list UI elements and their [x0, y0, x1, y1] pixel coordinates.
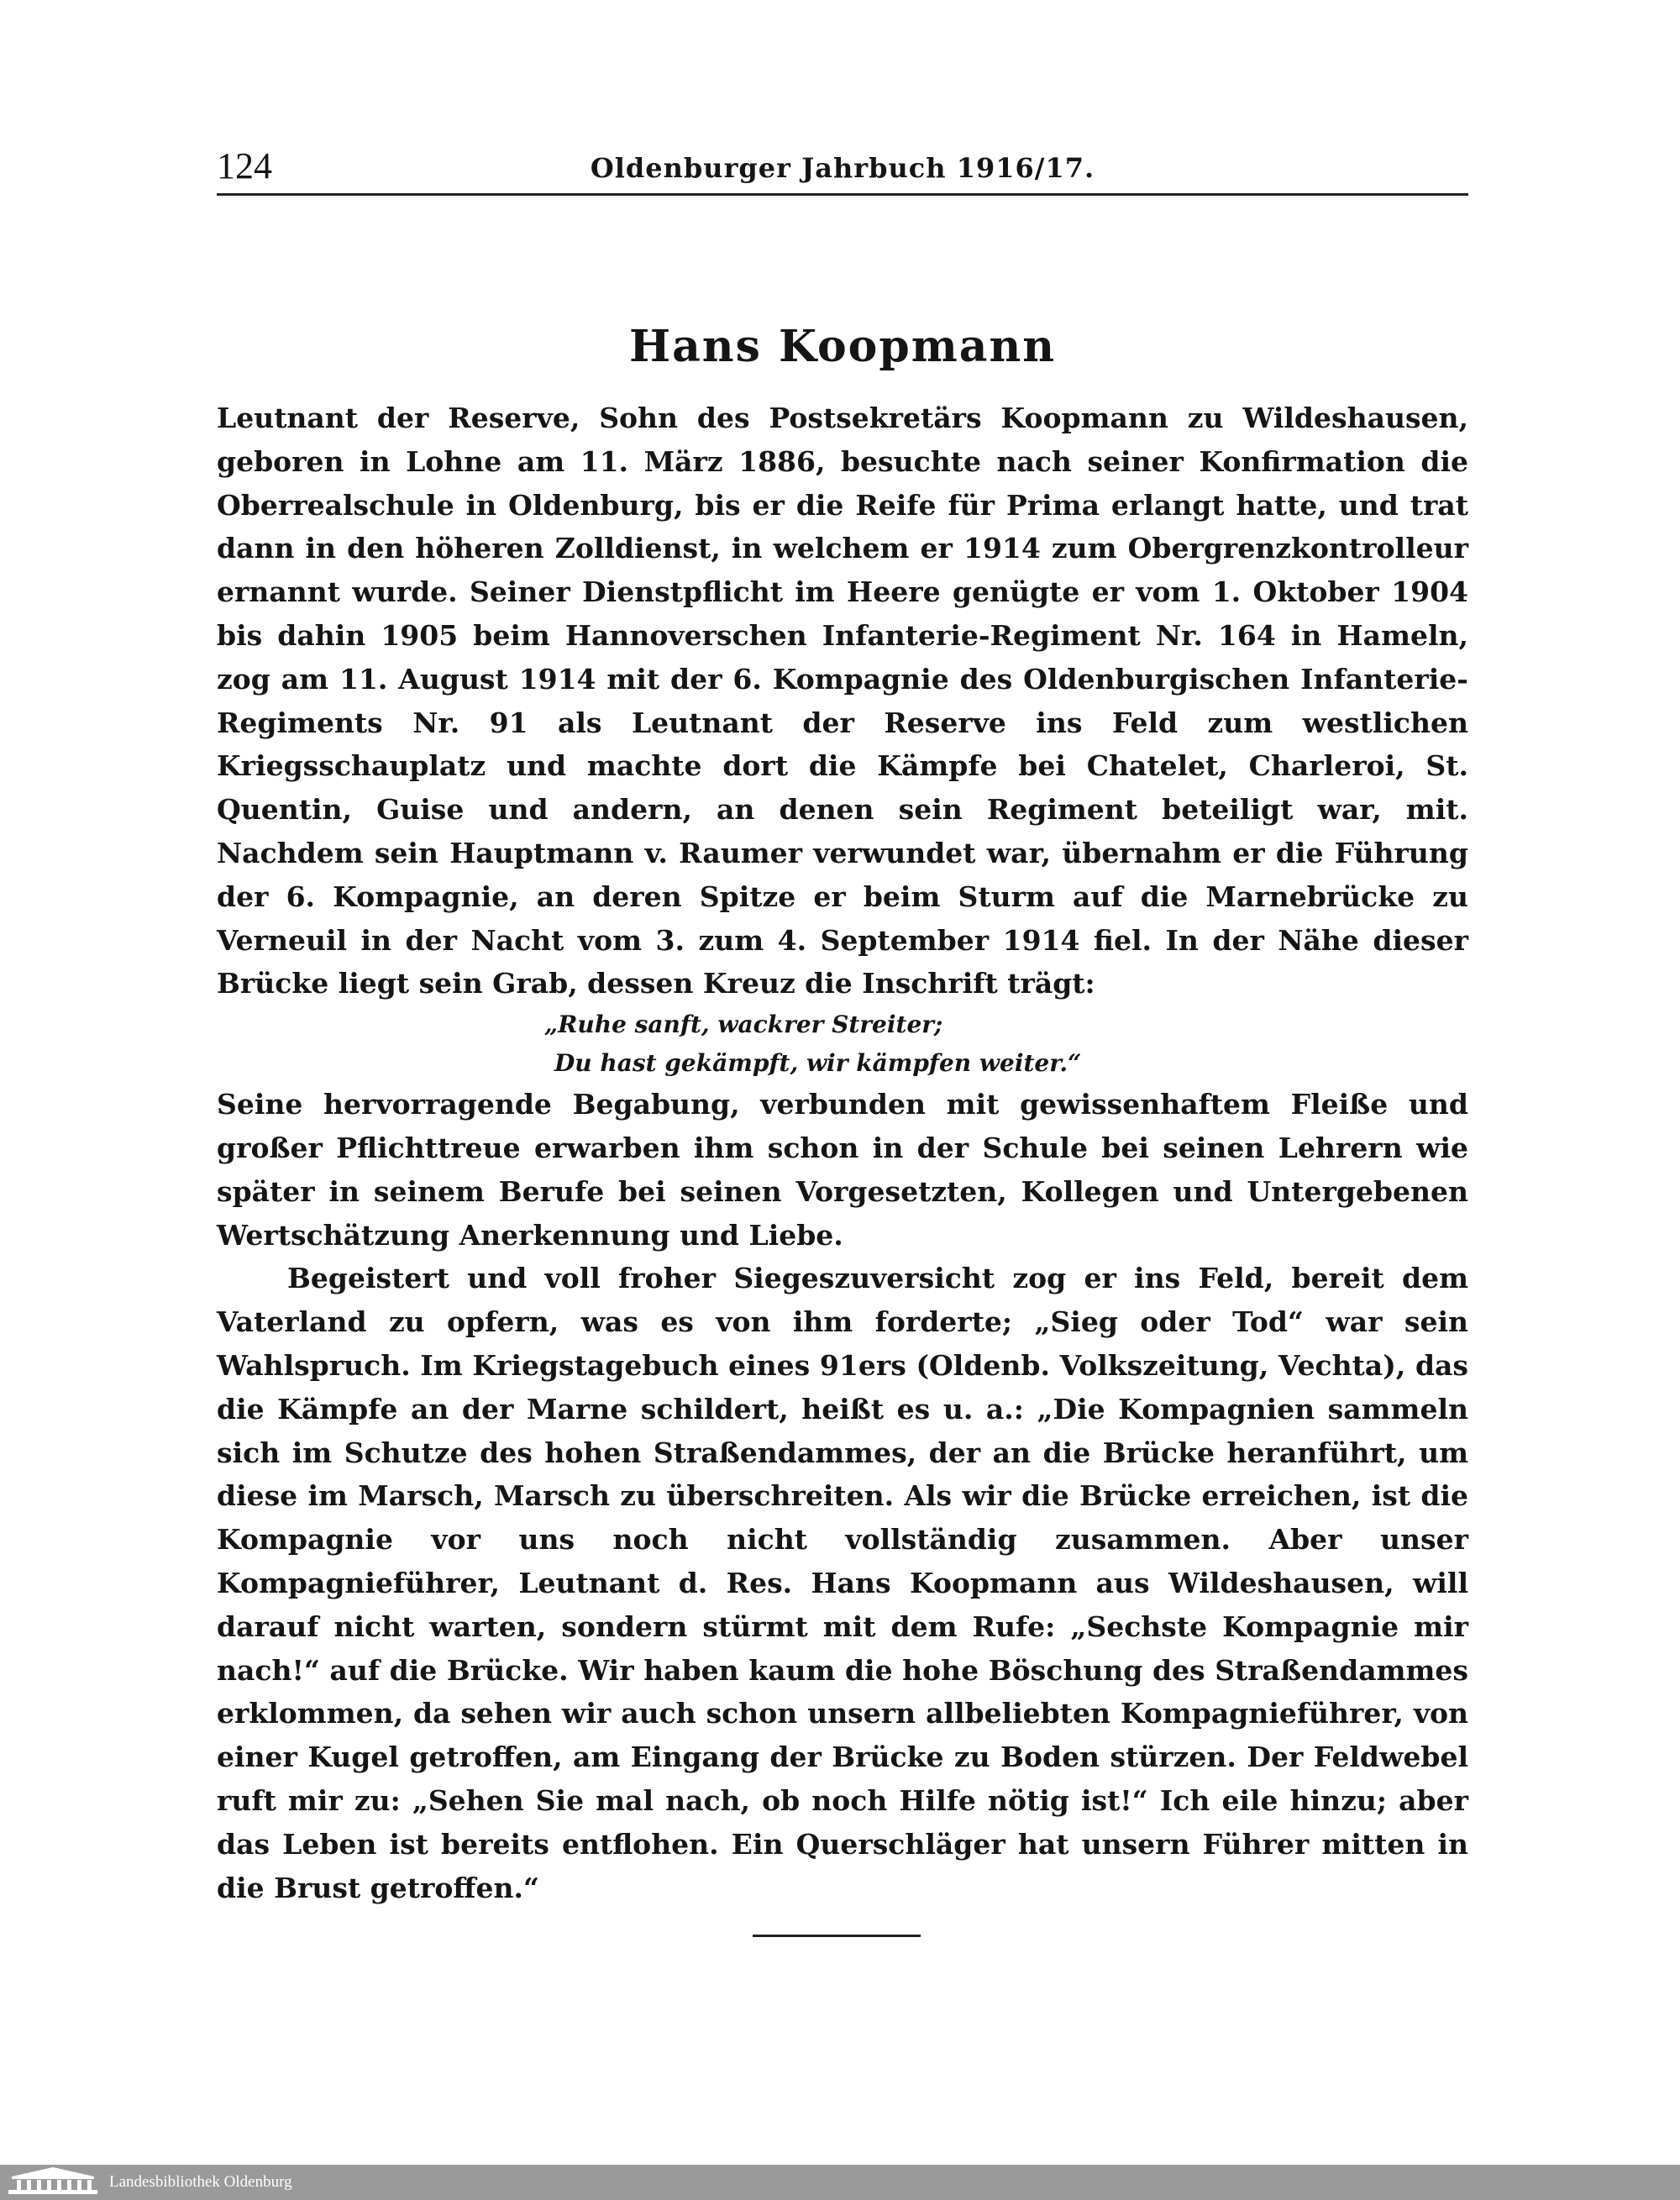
header-rule — [217, 193, 1468, 196]
article-title: Hans Koopmann — [628, 321, 1057, 372]
paragraph-1: Leutnant der Reserve, Sohn des Postsekretärs Koopmann zu Wildeshausen, geboren in Lohne am 11. März 1886, besuchte nach seiner Konfirmation die Oberrealschule in Oldenburg, bis er die Reife für Prima erlangt hatte, und trat dann in den höheren Zolldienst, in welchem er 1914 zum Obergrenzkontrolleur ernannt wurde. Seiner Dienstpflicht im Heere genügte er vom 1. Oktober 1904 bis dahin 1905 beim Hannoverschen Infanterie-Regiment Nr. 164 in Hameln, zog am 11. August 1914 mit der 6. Kompagnie des Oldenburgischen Infanterie-Regiments Nr. 91 als Leutnant der Reserve ins Feld zum westlichen Kriegsschauplatz und machte dort die Kämpfe bei Chatelet, Charleroi, St. Quentin, Guise und andern, an denen sein Regiment beteiligt war, mit. Nachdem sein Hauptmann v. Raumer verwundet war, übernahm er die Führung der 6. Kompagnie, an deren Spitze er beim Sturm auf die Marnebrücke zu Verneuil in der Nacht vom 3. zum 4. September 1914 fiel. In der Nähe dieser Brücke liegt sein Grab, dessen Kreuz die Inschrift trägt: — [217, 402, 1468, 1000]
closing-rule — [753, 1935, 921, 1937]
library-building-icon — [7, 2165, 99, 2197]
paragraph-3: Begeistert und voll froher Siegeszuversicht zog er ins Feld, bereit dem Vaterland zu opfern, was es von ihm forderte; „Sieg oder Tod“ war sein Wahlspruch. Im Kriegstagebuch eines 91ers (Oldenb. Volkszeitung, Vechta), das die Kämpfe an der Marne schildert, heißt es u. a.: „Die Kompagnien sammeln sich im Schutze des hohen Straßendammes, der an die Brücke heranführt, um diese im Marsch, Marsch zu überschreiten. Als wir die Brücke erreichen, ist die Kompagnie vor uns noch nicht vollständig zusammen. Aber unser Kompagnieführer, Leutnant d. Res. Hans Koopmann aus Wildeshausen, will darauf nicht warten, sondern stürmt mit dem Rufe: „Sechste Kompagnie mir nach!“ auf die Brücke. Wir haben kaum die hohe Böschung des Straßendammes erklommen, da sehen wir auch schon unsern allbeliebten Kompagnieführer, von einer Kugel getroffen, am Eingang der Brücke zu Boden stürzen. Der Feldwebel ruft mir zu: „Sehen Sie mal nach, ob noch Hilfe nötig ist!“ Ich eile hinzu; aber das Leben ist bereits entflohen. Ein Querschläger hat unsern Führer mitten in die Brust getroffen.“ — [217, 1262, 1468, 1904]
verse-line-1: „Ruhe sanft, wackrer Streiter; — [544, 1011, 943, 1039]
running-header — [217, 141, 1468, 192]
library-name: Landesbibliothek Oldenburg — [109, 2173, 292, 2191]
grave-inscription — [217, 1005, 1468, 1083]
article-body — [217, 396, 1468, 1909]
verse-line-2: Du hast gekämpft, wir kämpfen weiter.“ — [554, 1049, 1082, 1078]
running-title: Oldenburger Jahrbuch 1916/17. — [590, 152, 1095, 184]
paragraph-2: Seine hervorragende Begabung, verbunden mit gewissenhaftem Fleiße und großer Pflichttreue erwarben ihm schon in der Schule bei seinen Lehrern wie später in seinem Berufe bei seinen Vorgesetzten, Kollegen und Untergebenen Wertschätzung Anerkennung und Liebe. — [217, 1088, 1468, 1252]
page-number: 124 — [217, 145, 272, 186]
